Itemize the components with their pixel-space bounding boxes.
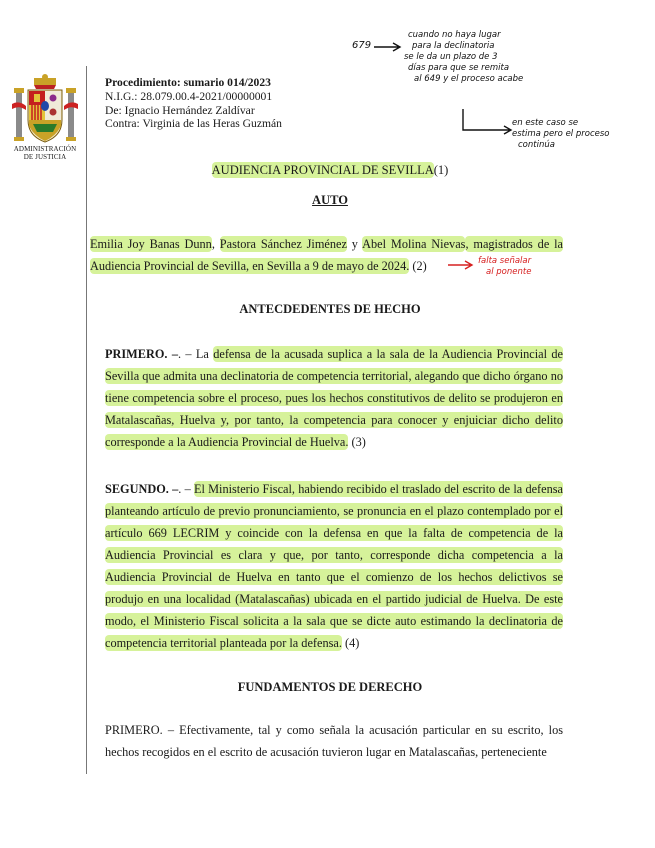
red-arrow-icon: [447, 260, 475, 270]
fundamentos-heading: FUNDAMENTOS DE DERECHO: [237, 680, 423, 694]
annotation-arrow-icon: [373, 42, 403, 52]
annotation-red-note: falta señalar al ponente: [478, 256, 532, 277]
annotation-side-note: en este caso se estima pero el proceso continúa: [512, 118, 610, 150]
plaintiff-line: De: Ignacio Hernández Zaldívar: [105, 103, 255, 117]
procedure-line: Procedimiento: sumario 014/2023: [105, 76, 271, 89]
case-header: [105, 76, 282, 131]
annotation-bent-arrow-icon: [460, 108, 520, 138]
intro-paragraph: Emilia Joy Banas Dunn, Pastora Sánchez Jiménez y Abel Molina Nievas, magistrados de la Audiencia Provincial de Sevilla, en Sevilla a 9 de mayo de 2024. (2): [90, 237, 564, 273]
logo-caption: ADMINISTRACIÓN DE JUSTICIA: [13, 145, 77, 161]
left-margin-rule: [86, 66, 87, 774]
segundo-paragraph: SEGUNDO. –. – El Ministerio Fiscal, habiendo recibido el traslado del escrito de la defensa planteando artículo de previo pronunciamiento, se pronuncia en el plazo contemplado por el artículo 669 LECRIM y coincide con la defensa en que la falta de competencia de la Audiencia Provincial es clara y que, por tanto, corresponde dicha competencia a la Audiencia Provincial de Huelva en tanto que el comienzo de los hechos delictivos se produjo en una localidad (Matalascañas) ubicada en el partido judicial de Huelva. De este modo, el Ministerio Fiscal solicita a la sala que se dicte auto estimando la declinatoria de competencia territorial planteada por la defensa. (4): [105, 482, 563, 650]
auto-title: AUTO: [312, 193, 348, 207]
nig-line: N.I.G.: 28.079.00.4-2021/00000001: [105, 89, 273, 103]
fundamento-primero-paragraph: PRIMERO. – Efectivamente, tal y como señala la acusación particular en su escrito, los hechos recogidos en el escrito de acusación tuvieron lugar en Matalascañas, perteneciente: [105, 723, 563, 759]
court-name: AUDIENCIA PROVINCIAL DE SEVILLA(1): [211, 163, 449, 177]
primero-paragraph: PRIMERO. –. – La defensa de la acusada suplica a la sala de la Audiencia Provincial de Sevilla que admita una declinatoria de competencia territorial, alegando que dicho órgano no tiene competencia sobre el proceso, pues los hechos constitutivos de delito se produjeron en Matalascañas, Huelva y, por tanto, la competencia para conocer y enjuiciar dicho delito corresponde a la Audiencia Provincial de Huelva. (3): [105, 347, 563, 449]
annotation-article-number: 679: [352, 40, 372, 51]
annotation-top-note: cuando no haya lugar para la declinatoria se le da un plazo de 3 días para que se remita al 649 y el proceso acabe: [404, 30, 524, 84]
antecedentes-heading: ANTECDEDENTES DE HECHO: [239, 302, 421, 316]
defendant-line: Contra: Virginia de las Heras Guzmán: [105, 117, 282, 131]
